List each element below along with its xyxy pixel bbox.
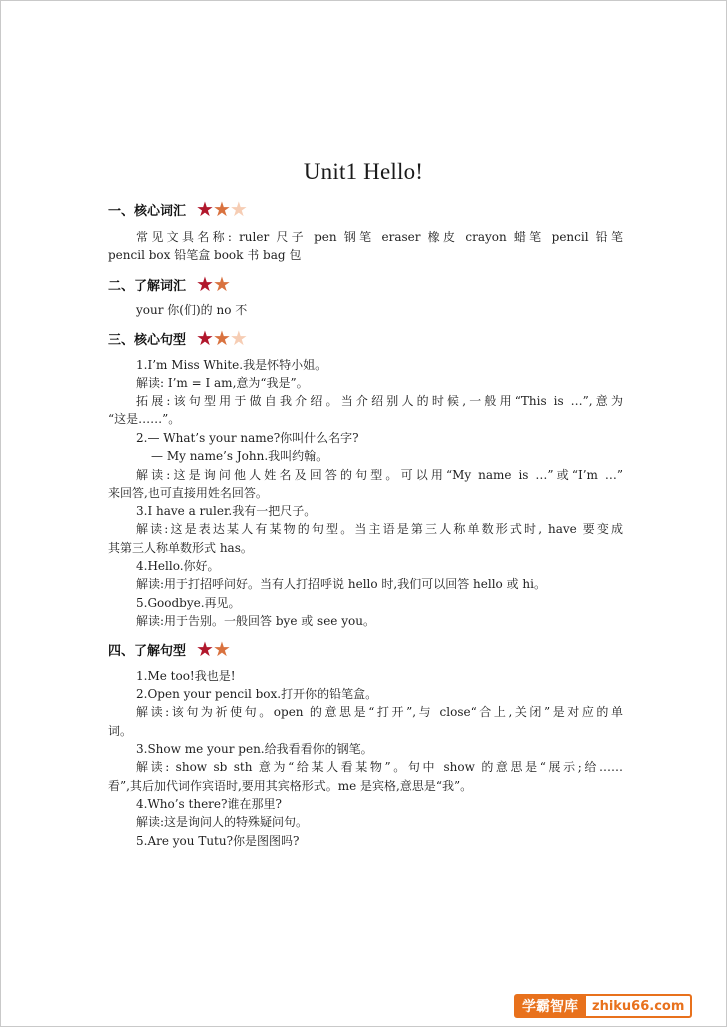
text-line: 3.Show me your pen.给我看看你的钢笔。 — [136, 742, 373, 756]
text-line: 4.Hello.你好。 — [136, 559, 220, 573]
text-line: 解读:用于告别。一般回答 bye 或 see you。 — [136, 614, 375, 628]
star-half-icon: ★ — [212, 326, 231, 350]
watermark-domain: zhiku66.com — [586, 994, 692, 1018]
text-line: 词。 — [108, 724, 133, 738]
text-line: 来回答,也可直接用姓名回答。 — [108, 486, 268, 500]
section-heading-text: 四、了解句型 — [108, 643, 187, 659]
text-line: 2.Open your pencil box.打开你的铅笔盒。 — [136, 687, 378, 701]
text-line: 解读:该句为祈使句。open 的意思是“打开”,与 close“合上,关闭”是对应的单 — [136, 705, 623, 719]
text-line: 3.I have a ruler.我有一把尺子。 — [136, 504, 317, 518]
section-heading-text: 三、核心句型 — [108, 332, 187, 348]
text-line: 解读:这是表达某人有某物的句型。当主语是第三人称单数形式时, have 要变成 — [136, 522, 623, 536]
text-line: 解读:这是询问他人姓名及回答的句型。可以用“My name is …”或“I’m …” — [136, 468, 623, 482]
star-full-icon: ★ — [196, 326, 214, 350]
star-full-icon: ★ — [196, 637, 214, 661]
text-line: 解读:用于打招呼问好。当有人打招呼说 hello 时,我们可以回答 hello 或 hi。 — [136, 577, 546, 591]
star-empty-icon: ★ — [229, 197, 248, 221]
text-line: 2.— What’s your name?你叫什么名字? — [136, 431, 359, 445]
text-line: your 你(们)的 no 不 — [136, 303, 248, 317]
section-heading-core-sentences — [108, 326, 247, 350]
text-line: 看”,其后加代词作宾语时,要用其宾格形式。me 是宾格,意思是“我”。 — [108, 779, 473, 793]
text-line: — My name’s John.我叫约翰。 — [151, 449, 329, 463]
text-line: 1.Me too!我也是! — [136, 669, 236, 683]
star-half-icon: ★ — [212, 197, 231, 221]
star-full-icon: ★ — [196, 272, 214, 296]
section-heading-text: 二、了解词汇 — [108, 278, 187, 294]
difficulty-stars — [196, 639, 230, 659]
text-line: pencil box 铅笔盒 book 书 bag 包 — [108, 248, 302, 262]
text-line: “这是……”。 — [108, 412, 181, 426]
text-line: 解读:这是询问人的特殊疑问句。 — [136, 815, 309, 829]
difficulty-stars — [196, 274, 230, 294]
text-line: 解读: show sb sth 意为“给某人看某物”。句中 show 的意思是“展示;给…… — [136, 760, 623, 774]
text-line: 1.I’m Miss White.我是怀特小姐。 — [136, 358, 328, 372]
difficulty-stars — [196, 199, 247, 219]
text-line: 5.Goodbye.再见。 — [136, 596, 241, 610]
difficulty-stars — [196, 328, 247, 348]
star-full-icon: ★ — [196, 197, 214, 221]
page-title: Unit1 Hello! — [303, 159, 424, 184]
text-line: 解读: I’m = I am,意为“我是”。 — [136, 376, 309, 390]
section-heading-extra-vocabulary — [108, 272, 230, 296]
watermark-logo[interactable] — [514, 994, 714, 1018]
star-empty-icon: ★ — [229, 326, 248, 350]
star-half-icon: ★ — [212, 272, 231, 296]
section-heading-text: 一、核心词汇 — [108, 203, 187, 219]
text-line: 其第三人称单数形式 has。 — [108, 541, 253, 555]
section-heading-core-vocabulary — [108, 197, 247, 221]
section-heading-extra-sentences — [108, 637, 230, 661]
watermark-brand: 学霸智库 — [514, 994, 586, 1018]
star-half-icon: ★ — [212, 637, 231, 661]
text-line: 常见文具名称: ruler 尺子 pen 钢笔 eraser 橡皮 crayon 蜡笔 pencil 铅笔 — [136, 230, 623, 244]
text-line: 4.Who’s there?谁在那里? — [136, 797, 282, 811]
text-line: 拓展:该句型用于做自我介绍。当介绍别人的时候,一般用“This is …”,意为 — [136, 394, 623, 408]
text-line: 5.Are you Tutu?你是图图吗? — [136, 834, 300, 848]
